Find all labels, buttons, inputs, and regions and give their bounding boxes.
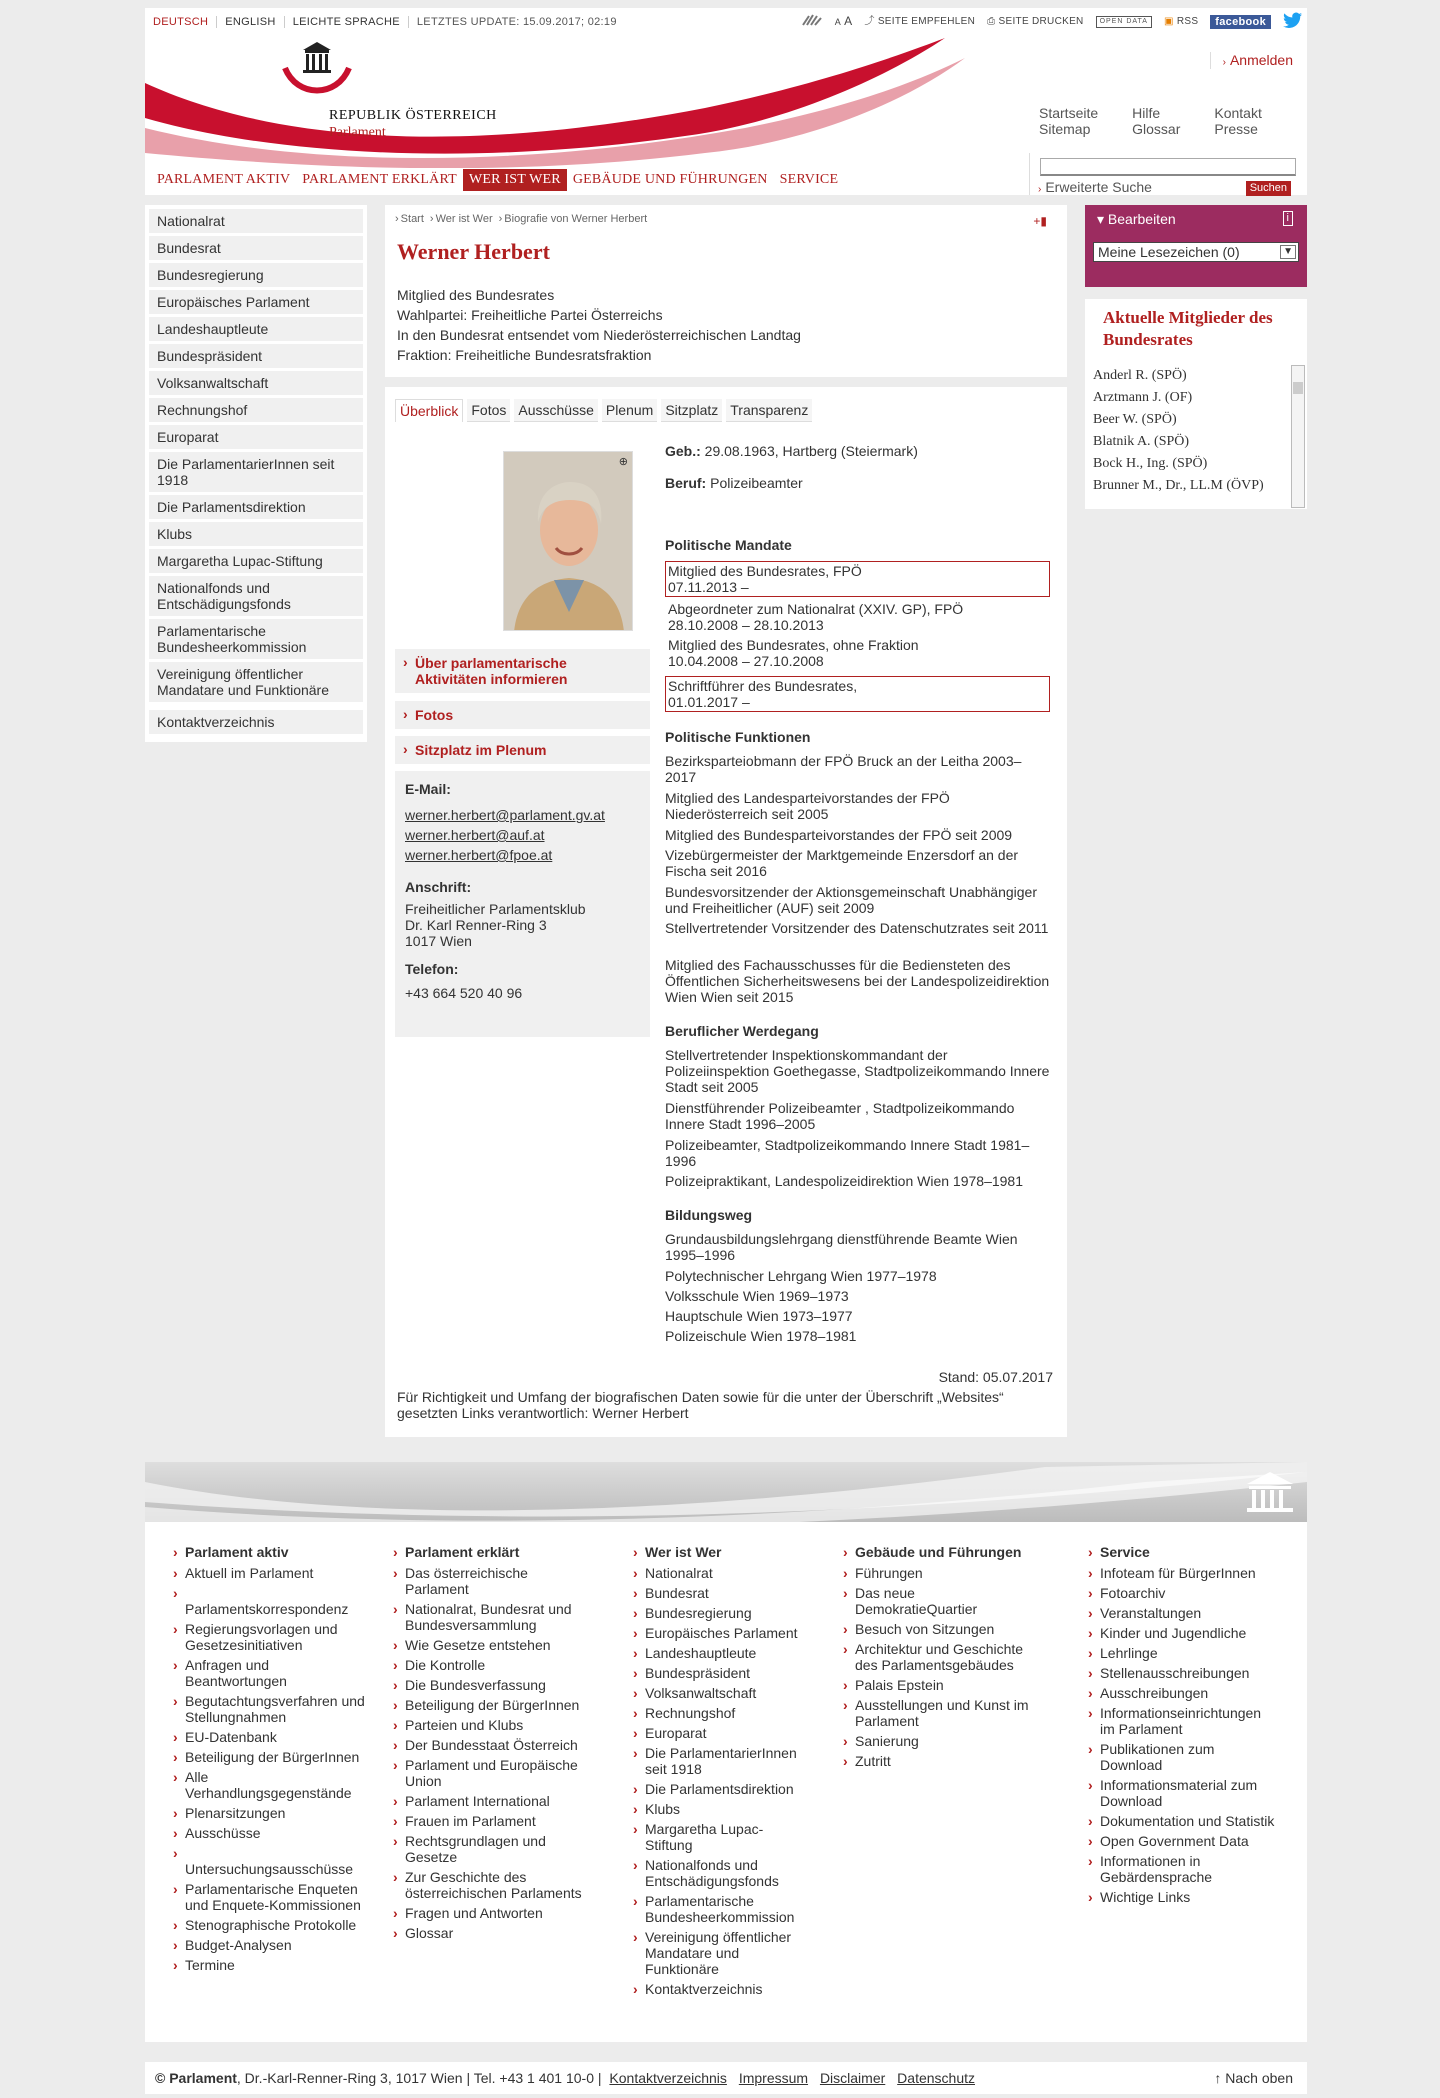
edit-panel bbox=[1085, 205, 1307, 287]
footer-link[interactable]: › Dokumentation und Statistik bbox=[1088, 1813, 1278, 1829]
address-label: Anschrift: bbox=[405, 879, 472, 895]
leftnav-item[interactable]: Klubs bbox=[149, 522, 363, 546]
member-link[interactable]: Brunner M., Dr., LL.M (ÖVP) bbox=[1093, 478, 1264, 493]
footer-link[interactable]: › Nationalrat, Bundesrat und Bundesversammlung bbox=[393, 1601, 583, 1633]
copyright-bar bbox=[145, 2062, 1307, 2094]
quick-link-sitemap[interactable]: Sitemap bbox=[1039, 121, 1091, 137]
footer-link[interactable]: › Bundespräsident bbox=[633, 1665, 803, 1681]
education-item: Volksschule Wien 1969–1973 bbox=[665, 1288, 849, 1304]
footer-link[interactable]: › Bundesrat bbox=[633, 1585, 803, 1601]
email-label: E-Mail: bbox=[405, 781, 451, 797]
footer-link[interactable]: › Zur Geschichte des österreichischen Parlaments bbox=[393, 1869, 583, 1901]
lang-english[interactable]: ENGLISH bbox=[217, 16, 284, 28]
footer-link[interactable]: › Kontaktverzeichnis bbox=[633, 1981, 803, 1997]
rss-link[interactable]: ▣ RSS bbox=[1163, 16, 1199, 28]
members-list bbox=[1093, 365, 1289, 505]
logo-subtitle: Parlament bbox=[329, 125, 386, 140]
footer-col-gebaeude bbox=[843, 1544, 1033, 1773]
leftnav-item[interactable]: Europäisches Parlament bbox=[149, 290, 363, 314]
function-item: Mitglied des Fachausschusses für die Bediensteten des Öffentlichen Sicherheitswesens bei der Landespolizeidirektion Wien Wien seit 2015 bbox=[665, 957, 1050, 1005]
education-item: Grundausbildungslehrgang dienstführende Beamte Wien 1995–1996 bbox=[665, 1231, 1018, 1263]
email-link[interactable]: werner.herbert@parlament.gv.at bbox=[405, 807, 605, 823]
members-heading: Aktuelle Mitglieder des Bundesrates bbox=[1103, 308, 1273, 349]
footer-link[interactable]: › Der Bundesstaat Österreich bbox=[393, 1737, 583, 1753]
footer-link[interactable]: › Rechtsgrundlagen und Gesetze bbox=[393, 1833, 583, 1865]
function-item: Stellvertretender Vorsitzender des Datenschutzrates seit 2011 bbox=[665, 920, 1049, 936]
footer-link[interactable]: › Wichtige Links bbox=[1088, 1889, 1278, 1905]
tab-ueberblick[interactable]: Überblick bbox=[395, 399, 463, 422]
bio-body bbox=[385, 387, 1067, 1437]
footer-link[interactable]: › Die Bundesverfassung bbox=[393, 1677, 583, 1693]
leftnav-item[interactable]: Volksanwaltschaft bbox=[149, 371, 363, 395]
breadcrumb-wer-ist-wer[interactable]: › Wer ist Wer bbox=[430, 213, 493, 226]
career-item: Polizeipraktikant, Landespolizeidirektion Wien 1978–1981 bbox=[665, 1173, 1024, 1189]
leftnav-item[interactable]: Vereinigung öffentlicher Mandatare und Funktionäre bbox=[149, 662, 363, 702]
footer-link[interactable]: › Veranstaltungen bbox=[1088, 1605, 1278, 1621]
leftnav-item[interactable]: Parlamentarische Bundesheerkommission bbox=[149, 619, 363, 659]
copyright-address: , Dr.-Karl-Renner-Ring 3, 1017 Wien | Tel. +43 1 401 10-0 | bbox=[236, 2070, 602, 2086]
leftnav-item[interactable]: Bundesrat bbox=[149, 236, 363, 260]
datenschutz-link[interactable]: Datenschutz bbox=[897, 2070, 975, 2086]
nav-gebaeude-fuehrungen[interactable]: GEBÄUDE UND FÜHRUNGEN bbox=[572, 172, 768, 187]
footer-band bbox=[145, 1462, 1307, 1522]
function-item: Bundesvorsitzender der Aktionsgemeinschaft Unabhängiger und Freiheitlicher (AUF) seit 2009 bbox=[665, 884, 1038, 916]
footer-link[interactable]: › Parteien und Klubs bbox=[393, 1717, 583, 1733]
footer-col-wer-ist-wer bbox=[633, 1544, 803, 2001]
mandate-item: Mitglied des Bundesrates, ohne Fraktion 10.04.2008 – 27.10.2008 bbox=[668, 637, 919, 669]
intro-line: Fraktion: Freiheitliche Bundesratsfraktion bbox=[397, 347, 652, 363]
footer-link[interactable]: › Glossar bbox=[393, 1925, 583, 1941]
quick-link-presse[interactable]: Presse bbox=[1214, 121, 1258, 137]
footer-col-service bbox=[1088, 1544, 1278, 1909]
footer-link[interactable]: › Nationalfonds und Entschädigungsfonds bbox=[633, 1857, 803, 1889]
job-label: Beruf: bbox=[665, 475, 707, 491]
back-to-top-link[interactable]: ↑ Nach oben bbox=[1214, 2070, 1293, 2086]
intro-line: Mitglied des Bundesrates bbox=[397, 287, 555, 303]
footer-link[interactable]: › Wie Gesetze entstehen bbox=[393, 1637, 583, 1653]
twitter-icon[interactable] bbox=[1283, 12, 1303, 32]
footer-link[interactable]: › Beteiligung der BürgerInnen bbox=[393, 1697, 583, 1713]
search-area bbox=[1029, 153, 1307, 195]
footer-link[interactable]: › Nationalrat bbox=[633, 1565, 803, 1581]
logo-title: REPUBLIK ÖSTERREICH bbox=[329, 108, 497, 123]
birth-label: Geb.: bbox=[665, 443, 701, 459]
member-link[interactable]: Bock H., Ing. (SPÖ) bbox=[1093, 456, 1208, 471]
header bbox=[145, 8, 1307, 195]
copyright-owner: © Parlament bbox=[155, 2070, 237, 2086]
page-title: Werner Herbert bbox=[397, 239, 550, 264]
tab-fotos[interactable]: Fotos bbox=[467, 399, 510, 422]
email-link[interactable]: werner.herbert@auf.at bbox=[405, 827, 545, 843]
nav-parlament-aktiv[interactable]: PARLAMENT AKTIV bbox=[157, 172, 291, 187]
leftnav-item[interactable]: Rechnungshof bbox=[149, 398, 363, 422]
footer-link[interactable]: › Europäisches Parlament bbox=[633, 1625, 803, 1641]
intro-line: In den Bundesrat entsendet vom Niederösterreichischen Landtag bbox=[397, 327, 801, 343]
arrow-up-icon: ↑ bbox=[1214, 2070, 1222, 2086]
job-value: Polizeibeamter bbox=[706, 475, 803, 491]
footer-link[interactable]: › Fragen und Antworten bbox=[393, 1905, 583, 1921]
bio-header bbox=[385, 205, 1067, 377]
footer-link[interactable]: › Parlamentskorrespondenz bbox=[173, 1585, 373, 1617]
sitzplatz-link[interactable]: › Sitzplatz im Plenum bbox=[395, 736, 650, 764]
education-item: Polizeischule Wien 1978–1981 bbox=[665, 1328, 857, 1344]
footer-link[interactable]: › Margaretha Lupac-Stiftung bbox=[633, 1821, 803, 1853]
footer-link[interactable]: › Aktuell im Parlament bbox=[173, 1565, 373, 1581]
mandate-highlighted: Mitglied des Bundesrates, FPÖ 07.11.2013 – bbox=[665, 561, 1050, 597]
footer-link[interactable]: › Publikationen zum Download bbox=[1088, 1741, 1278, 1773]
leftnav-item[interactable]: Nationalfonds und Entschädigungsfonds bbox=[149, 576, 363, 616]
member-link[interactable]: Anderl R. (SPÖ) bbox=[1093, 368, 1187, 383]
footer-col-parlament-erklaert bbox=[393, 1544, 583, 1945]
left-nav bbox=[145, 205, 367, 742]
member-link[interactable]: Arztmann J. (OF) bbox=[1093, 390, 1193, 405]
footer-link[interactable]: › Anfragen und Beantwortungen bbox=[173, 1657, 373, 1689]
phone-number: +43 664 520 40 96 bbox=[405, 985, 523, 1001]
zoom-icon[interactable]: ⊕ bbox=[618, 456, 628, 468]
footer-link[interactable]: › Parlamentarische Bundesheerkommission bbox=[633, 1893, 803, 1925]
footer-link[interactable]: › Alle Verhandlungsgegenstände bbox=[173, 1769, 373, 1801]
impressum-link[interactable]: Impressum bbox=[738, 2070, 809, 2086]
function-item: Mitglied des Bundesparteivorstandes der FPÖ seit 2009 bbox=[665, 827, 1013, 843]
quick-link-glossar[interactable]: Glossar bbox=[1132, 121, 1181, 137]
footer-link[interactable]: › Fotoarchiv bbox=[1088, 1585, 1278, 1601]
footer-sitemap bbox=[145, 1522, 1307, 2042]
footer-link[interactable]: › Landeshauptleute bbox=[633, 1645, 803, 1661]
career-heading: Beruflicher Werdegang bbox=[665, 1023, 819, 1039]
info-icon[interactable]: i bbox=[1283, 211, 1293, 226]
search-input[interactable] bbox=[1040, 158, 1296, 176]
footer-link[interactable]: › Frauen im Parlament bbox=[393, 1813, 583, 1829]
mandate-highlighted: Schriftführer des Bundesrates, 01.01.2017 – bbox=[665, 676, 1050, 712]
last-update: LETZTES UPDATE: 15.09.2017; 02:19 bbox=[416, 16, 617, 28]
footer-link[interactable]: › Ausschreibungen bbox=[1088, 1685, 1278, 1701]
rss-icon: ▣ bbox=[1163, 16, 1174, 28]
footer-link[interactable]: › Termine bbox=[173, 1957, 373, 1973]
nav-service[interactable]: SERVICE bbox=[779, 172, 839, 187]
portrait-photo[interactable] bbox=[503, 451, 633, 631]
lang-deutsch[interactable]: DEUTSCH bbox=[145, 16, 217, 28]
main-nav bbox=[151, 169, 844, 191]
footer-link[interactable]: › Ausschüsse bbox=[173, 1825, 373, 1841]
footer-link[interactable]: › Lehrlinge bbox=[1088, 1645, 1278, 1661]
career-item: Dienstführender Polizeibeamter , Stadtpolizeikommando Innere Stadt 1996–2005 bbox=[665, 1100, 1015, 1132]
footer-link[interactable]: › Das neue DemokratieQuartier bbox=[843, 1585, 1033, 1617]
footer-link[interactable]: › Ausstellungen und Kunst im Parlament bbox=[843, 1697, 1033, 1729]
footer-link[interactable]: › EU-Datenbank bbox=[173, 1729, 373, 1745]
tab-ausschuesse[interactable]: Ausschüsse bbox=[514, 399, 597, 422]
leftnav-item[interactable]: Europarat bbox=[149, 425, 363, 449]
advanced-search-link[interactable]: › Erweiterte Suche bbox=[1038, 179, 1152, 195]
functions-heading: Politische Funktionen bbox=[665, 729, 811, 745]
quick-link-hilfe[interactable]: Hilfe bbox=[1132, 105, 1161, 121]
tab-transparenz[interactable]: Transparenz bbox=[726, 399, 812, 422]
leftnav-item[interactable]: Bundespräsident bbox=[149, 344, 363, 368]
mandate-item: Abgeordneter zum Nationalrat (XXIV. GP), FPÖ 28.10.2008 – 28.10.2013 bbox=[668, 601, 964, 633]
facebook-link[interactable]: facebook bbox=[1210, 15, 1271, 30]
last-updated: Stand: 05.07.2017 bbox=[938, 1369, 1053, 1385]
leftnav-item[interactable]: Kontaktverzeichnis bbox=[149, 710, 363, 734]
footer-link[interactable]: › Bundesregierung bbox=[633, 1605, 803, 1621]
education-heading: Bildungsweg bbox=[665, 1207, 753, 1223]
disclaimer-link[interactable]: Disclaimer bbox=[819, 2070, 886, 2086]
recommend-page-link[interactable]: ⤴ SEITE EMPFEHLEN bbox=[864, 16, 976, 28]
lang-leichte-sprache[interactable]: LEICHTE SPRACHE bbox=[285, 16, 409, 28]
font-size-controls[interactable]: A A bbox=[834, 14, 853, 29]
footer-link[interactable]: › Das österreichische Parlament bbox=[393, 1565, 583, 1597]
function-item: Bezirksparteiobmann der FPÖ Bruck an der Leitha 2003–2017 bbox=[665, 753, 1022, 785]
education-item: Hauptschule Wien 1973–1977 bbox=[665, 1308, 853, 1324]
footer-col-parlament-aktiv bbox=[173, 1544, 373, 1977]
address-line: Dr. Karl Renner-Ring 3 bbox=[405, 917, 547, 933]
footer-link[interactable]: › Parlament International bbox=[393, 1793, 583, 1809]
footer-link[interactable]: › Plenarsitzungen bbox=[173, 1805, 373, 1821]
add-bookmark-icon[interactable]: +▮ bbox=[1033, 214, 1047, 228]
members-panel bbox=[1085, 299, 1307, 509]
function-item: Mitglied des Landesparteivorstandes der FPÖ Niederösterreich seit 2005 bbox=[665, 790, 950, 822]
footer-link[interactable]: › Architektur und Geschichte des Parlamentsgebäudes bbox=[843, 1641, 1033, 1673]
chevron-down-icon: ▾ bbox=[1097, 211, 1105, 227]
print-page-link[interactable]: ⎙ SEITE DRUCKEN bbox=[987, 16, 1084, 28]
page bbox=[145, 0, 1307, 2098]
right-column bbox=[1085, 205, 1307, 509]
leftnav-item[interactable]: Bundesregierung bbox=[149, 263, 363, 287]
footer-link[interactable]: › Besuch von Sitzungen bbox=[843, 1621, 1033, 1637]
parliament-logo[interactable] bbox=[277, 38, 357, 108]
footer-link[interactable]: › Infoteam für BürgerInnen bbox=[1088, 1565, 1278, 1581]
footer-link[interactable]: › Informationseinrichtungen im Parlament bbox=[1088, 1705, 1278, 1737]
footer-link[interactable]: › Klubs bbox=[633, 1801, 803, 1817]
footer-link[interactable]: › Die ParlamentarierInnen seit 1918 bbox=[633, 1745, 803, 1777]
contact-box bbox=[395, 771, 650, 1037]
footer-link[interactable]: › Parlamentarische Enqueten und Enquete-Kommissionen bbox=[173, 1881, 373, 1913]
quick-link-startseite[interactable]: Startseite bbox=[1039, 105, 1099, 121]
footer-link[interactable]: › Die Parlamentsdirektion bbox=[633, 1781, 803, 1797]
activities-link[interactable]: › Über parlamentarische Aktivitäten informieren bbox=[395, 649, 650, 693]
leftnav-item[interactable]: Landeshauptleute bbox=[149, 317, 363, 341]
chevron-down-icon: ▼ bbox=[1280, 245, 1296, 259]
breadcrumb bbox=[395, 213, 647, 226]
print-icon: ⎙ bbox=[987, 16, 996, 28]
footer-link[interactable]: › Rechnungshof bbox=[633, 1705, 803, 1721]
footer-link[interactable]: › Budget-Analysen bbox=[173, 1937, 373, 1953]
email-link[interactable]: werner.herbert@fpoe.at bbox=[405, 847, 553, 863]
address-line: Freiheitlicher Parlamentsklub bbox=[405, 901, 586, 917]
fotos-link[interactable]: › Fotos bbox=[395, 701, 650, 729]
search-button[interactable]: Suchen bbox=[1246, 181, 1291, 196]
leftnav-item[interactable]: Die Parlamentsdirektion bbox=[149, 495, 363, 519]
share-icon: ⤴ bbox=[864, 16, 875, 28]
footer-heading[interactable]: › Parlament erklärt bbox=[393, 1544, 583, 1560]
members-scrollbar[interactable] bbox=[1291, 365, 1305, 508]
phone-label: Telefon: bbox=[405, 961, 459, 977]
footer-link[interactable]: › Stenographische Protokolle bbox=[173, 1917, 373, 1933]
footer-link[interactable]: › Stellenausschreibungen bbox=[1088, 1665, 1278, 1681]
edit-toggle[interactable]: ▾ Bearbeiten bbox=[1097, 211, 1176, 227]
intro-line: Wahlpartei: Freiheitliche Partei Österreichs bbox=[397, 307, 663, 323]
bookmarks-select[interactable]: Meine Lesezeichen (0) ▼ bbox=[1093, 242, 1299, 262]
footer-link[interactable]: › Kinder und Jugendliche bbox=[1088, 1625, 1278, 1641]
footer-heading[interactable]: › Gebäude und Führungen bbox=[843, 1544, 1033, 1560]
leftnav-item[interactable]: Die ParlamentarierInnen seit 1918 bbox=[149, 452, 363, 492]
tab-sitzplatz[interactable]: Sitzplatz bbox=[661, 399, 722, 422]
footer-heading[interactable]: › Wer ist Wer bbox=[633, 1544, 803, 1560]
career-item: Stellvertretender Inspektionskommandant der Polizeiinspektion Goethegasse, Stadtpolizeikommando Innere Stadt seit 2005 bbox=[665, 1047, 1050, 1095]
quick-link-kontakt[interactable]: Kontakt bbox=[1214, 105, 1262, 121]
footer-link[interactable]: › Sanierung bbox=[843, 1733, 1033, 1749]
footer-link[interactable]: › Begutachtungsverfahren und Stellungnahmen bbox=[173, 1693, 373, 1725]
footer-link[interactable]: › Parlament und Europäische Union bbox=[393, 1757, 583, 1789]
footer-link[interactable]: › Informationen in Gebärdensprache bbox=[1088, 1853, 1278, 1885]
footer-link[interactable]: › Untersuchungsausschüsse bbox=[173, 1845, 373, 1877]
footer-kontaktverzeichnis-link[interactable]: Kontaktverzeichnis bbox=[609, 2070, 727, 2086]
member-link[interactable]: Blatnik A. (SPÖ) bbox=[1093, 434, 1190, 449]
bio-intro bbox=[397, 285, 801, 365]
open-data-link[interactable]: OPEN DATA bbox=[1096, 16, 1152, 28]
footer-link[interactable]: › Zutritt bbox=[843, 1753, 1033, 1769]
leftnav-item[interactable]: Nationalrat bbox=[149, 209, 363, 233]
footer-link[interactable]: › Vereinigung öffentlicher Mandatare und Funktionäre bbox=[633, 1929, 803, 1977]
career-item: Polizeibeamter, Stadtpolizeikommando Innere Stadt 1981–1996 bbox=[665, 1137, 1030, 1169]
footer-link[interactable]: › Führungen bbox=[843, 1565, 1033, 1581]
footer-link[interactable]: › Beteiligung der BürgerInnen bbox=[173, 1749, 373, 1765]
footer-link[interactable]: › Palais Epstein bbox=[843, 1677, 1033, 1693]
function-item: Vizebürgermeister der Marktgemeinde Enzersdorf an der Fischa seit 2016 bbox=[665, 847, 1019, 879]
footer-heading[interactable]: › Parlament aktiv bbox=[173, 1544, 373, 1560]
quick-links bbox=[1039, 105, 1262, 137]
nav-parlament-erklaert[interactable]: PARLAMENT ERKLÄRT bbox=[302, 172, 457, 187]
birth-value: 29.08.1963, Hartberg (Steiermark) bbox=[700, 443, 918, 459]
footer-heading[interactable]: › Service bbox=[1088, 1544, 1278, 1560]
disclaimer: Für Richtigkeit und Umfang der biografischen Daten sowie für die unter der Überschrift „Websites“ gesetzten Links verantwortlich: Werner Herbert bbox=[397, 1389, 1004, 1421]
nav-wer-ist-wer[interactable]: WER IST WER bbox=[463, 169, 567, 191]
parliament-building-icon bbox=[1243, 1470, 1297, 1517]
member-link[interactable]: Beer W. (SPÖ) bbox=[1093, 412, 1177, 427]
breadcrumb-start[interactable]: › Start bbox=[395, 213, 424, 226]
address-line: 1017 Wien bbox=[405, 933, 472, 949]
education-item: Polytechnischer Lehrgang Wien 1977–1978 bbox=[665, 1268, 937, 1284]
footer-link[interactable]: › Europarat bbox=[633, 1725, 803, 1741]
breadcrumb-current: › Biografie von Werner Herbert bbox=[499, 213, 648, 226]
tab-plenum[interactable]: Plenum bbox=[602, 399, 657, 422]
bio-tabs bbox=[395, 399, 812, 422]
mandates-heading: Politische Mandate bbox=[665, 537, 792, 553]
footer-link[interactable]: › Die Kontrolle bbox=[393, 1657, 583, 1673]
footer-link[interactable]: › Volksanwaltschaft bbox=[633, 1685, 803, 1701]
footer-link[interactable]: › Regierungsvorlagen und Gesetzesinitiativen bbox=[173, 1621, 373, 1653]
leftnav-item[interactable]: Margaretha Lupac-Stiftung bbox=[149, 549, 363, 573]
footer-link[interactable]: › Informationsmaterial zum Download bbox=[1088, 1777, 1278, 1809]
login-link[interactable]: › Anmelden bbox=[1210, 52, 1293, 69]
footer-link[interactable]: › Open Government Data bbox=[1088, 1833, 1278, 1849]
